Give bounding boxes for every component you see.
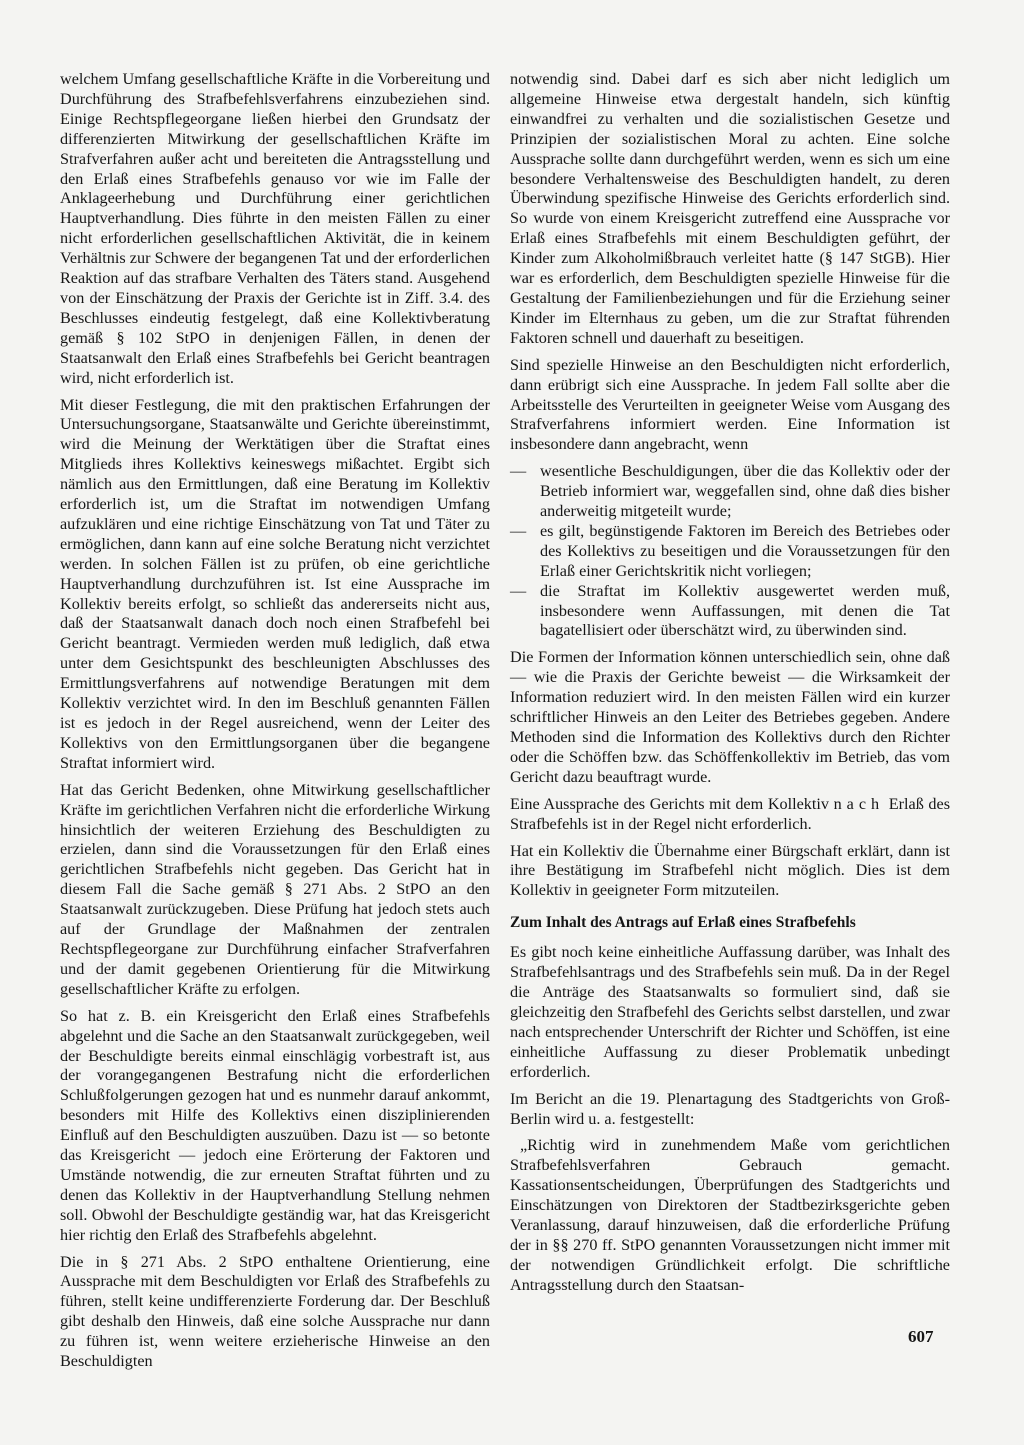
paragraph: Mit dieser Festlegung, die mit den praktischen Erfahrungen der Untersuchungsorgane, Staatsanwälte und Gerichte übereinstimmt, wird die Meinung der Werktätigen über die Straftat eines Mitglieds ihres Kollektivs keineswegs mißachtet. Ergibt sich nämlich aus den Ermittlungen, daß eine Beratung im Kollektiv erforderlich ist, um die Straftat im notwendigen Umfang aufzuklären und eine richtige Einschätzung von Tat und Täter zu ermöglichen, dann kann auf eine solche Beratung nicht verzichtet werden. In solchen Fällen ist zu prüfen, ob eine gerichtliche Hauptverhandlung durchzuführen ist. Ist eine Aussprache im Kollektiv bereits erfolgt, so schließt das andererseits nicht aus, daß der Staatsanwalt danach doch noch einen Strafbefehl bei Gericht beantragt. Vermieden werden muß lediglich, daß etwa unter dem Gesichtspunkt des beschleunigten Abschlusses des Ermittlungsverfahrens auf notwendige Beratungen mit dem Kollektiv verzichtet wird. In den im Beschluß genannten Fällen ist es jedoch in der Regel ausreichend, wenn der Leiter des Kollektivs von den Ermittlungsorganen über die begangene Straftat informiert wird.: [60, 395, 490, 772]
paragraph: Die in § 271 Abs. 2 StPO enthaltene Orientierung, eine Aussprache mit dem Beschuldigten vor Erlaß des Strafbefehls zu führen, stellt keine undifferenzierte Forderung dar. Der Beschluß gibt deshalb den Hinweis, daß eine solche Aussprache nur dann zu führen ist, wenn weitere erzieherische Hinweise an den Beschuldigten: [60, 1252, 490, 1371]
section-heading: Zum Inhalt des Antrags auf Erlaß eines Strafbefehls: [510, 914, 856, 932]
emphasis-spaced: nach: [833, 794, 885, 813]
text-run: Erlaß des Strafbefehls ist in der Regel nicht erforderlich.: [510, 794, 950, 833]
right-column: [510, 70, 950, 1296]
paragraph: Es gibt noch keine einheitliche Auffassung darüber, was Inhalt des Strafbefehlsantrags und des Strafbefehls sein muß. Da in der Regel die Anträge des Staatsanwalts so formuliert sind, daß sie gleichzeitig den Strafbefehl des Gerichts selbst darstellen, und zwar nach entsprechender Unterschrift der Richter und Schöffen, ist eine einheitliche Auffassung zu dieser Problematik unbedingt erforderlich.: [510, 943, 950, 1081]
quote-paragraph: „Richtig wird in zunehmendem Maße vom gerichtlichen Strafbefehlsverfahren Gebrauch gemacht. Kassationsentscheidungen, Überprüfungen des Stadtgerichts und Einschätzungen von Direktoren der Stadtbezirksgerichte geben Veranlassung, darauf hinzuweisen, daß die erforderliche Prüfung der in §§ 270 ff. StPO genannten Voraussetzungen nicht immer mit der notwendigen Gründlichkeit erfolgt. Die schriftliche Antragsstellung durch den Staatsan-: [510, 1136, 950, 1294]
paragraph: notwendig sind. Dabei darf es sich aber nicht lediglich um allgemeine Hinweise etwa dergestalt handeln, sich künftig einwandfrei zu verhalten und die sozialistischen Gesetze und Prinzipien der sozialistischen Moral zu achten. Eine solche Aussprache sollte dann durchgeführt werden, wenn es sich um eine besondere Verhaltensweise des Beschuldigten handelt, zu deren Überwindung spezifische Hinweise des Gerichts erforderlich sind. So wurde von einem Kreisgericht zutreffend eine Aussprache vor Erlaß eines Strafbefehls mit einem Beschuldigten geführt, der Kinder zum Alkoholmißbrauch verleitet hatte (§ 147 StGB). Hier war es erforderlich, dem Beschuldigten spezielle Hinweise für die Gestaltung der Familienbeziehungen und für die Erziehung seiner Kinder im Elternhaus zu geben, um die zur Straftat führenden Faktoren schnell und dauerhaft zu beseitigen.: [510, 70, 950, 347]
paragraph: So hat z. B. ein Kreisgericht den Erlaß eines Strafbefehls abgelehnt und die Sache an den Staatsanwalt zurückgegeben, weil der Beschuldigte bereits einmal einschlägig vorbestraft ist, aus der vorangegangenen Bestrafung nicht die erforderlichen Schlußfolgerungen gezogen hat und es nunmehr darauf ankommt, besonders mit Hilfe des Kollektivs einen disziplinierenden Einfluß auf den Beschuldigten auszuüben. Dazu ist — so betonte das Kreisgericht — jedoch eine Erörterung der Faktoren und Umstände notwendig, die zur erneuten Straftat führten und zu denen das Kollektiv in der Hauptverhandlung Stellung nehmen soll. Obwohl der Beschuldigte geständig war, hat das Kreisgericht hier richtig den Erlaß des Strafbefehls abgelehnt.: [60, 1006, 490, 1244]
page-number: 607: [908, 1327, 934, 1346]
paragraph: Die Formen der Information können unterschiedlich sein, ohne daß — wie die Praxis der Gerichte beweist — die Wirksamkeit der Information reduziert wird. In den meisten Fällen wird ein kurzer schriftlicher Hinweis an den Leiter des Betriebes gegeben. Andere Methoden sind die Information des Kollektivs durch den Richter oder die Schöffen bzw. das Schöffenkollektiv im Betrieb, das vom Gericht dazu beauftragt wurde.: [510, 648, 950, 786]
list-item: — wesentliche Beschuldigungen, über die das Kollektiv oder der Betrieb informiert war, weggefallen sind, ohne daß dies bisher anderweitig mitgeteilt wurde;: [510, 462, 950, 522]
list-item: — die Straftat im Kollektiv ausgewertet werden muß, insbesondere wenn Auffassungen, mit denen die Tat bagatellisiert oder überschätzt wird, zu überwinden sind.: [510, 582, 950, 642]
dash-list: [510, 462, 950, 641]
paragraph: Hat das Gericht Bedenken, ohne Mitwirkung gesellschaftlicher Kräfte im gerichtlichen Verfahren nicht die erforderliche Wirkung hinsichtlich der weiteren Erziehung des Beschuldigten zu erzielen, dann sind die Voraussetzungen für den Erlaß eines gerichtlichen Strafbefehls nicht gegeben. Das Gericht hat in diesem Fall die Sache gemäß § 271 Abs. 2 StPO an den Staatsanwalt zurückzugeben. Diese Prüfung hat jedoch stets auch auf der Grundlage der Maßnahmen der zentralen Rechtspflegeorgane zur Durchführung einfacher Strafverfahren und der damit gegebenen Orientierung für die Mitwirkung gesellschaftlicher Kräfte zu erfolgen.: [60, 780, 490, 998]
left-column: [60, 70, 490, 1372]
paragraph: welchem Umfang gesellschaftliche Kräfte in die Vorbereitung und Durchführung des Strafbefehlsverfahrens einzubeziehen sind. Einige Rechtspflegeorgane ließen hierbei den Grundsatz der differenzierten Mitwirkung der gesellschaftlichen Kräfte im Strafverfahren außer acht und bereiteten die Antragsstellung und den Erlaß eines Strafbefehls genauso vor wie im Falle der Anklageerhebung und Durchführung einer gerichtlichen Hauptverhandlung. Dies führte in den meisten Fällen zu einer nicht erforderlichen gesellschaftlichen Aktivität, die in keinem Verhältnis zur Schwere der begangenen Tat und der erforderlichen Reaktion auf das strafbare Verhalten des Täters stand. Ausgehend von der Einschätzung der Praxis der Gerichte ist in Ziff. 3.4. des Beschlusses eindeutig festgelegt, daß eine Kollektivberatung gemäß § 102 StPO in denjenigen Fällen, in denen der Staatsanwalt den Erlaß eines Strafbefehls bei Gericht beantragen wird, nicht erforderlich ist.: [60, 70, 490, 387]
paragraph: Im Bericht an die 19. Plenartagung des Stadtgerichts von Groß-Berlin wird u. a. festgestellt:: [510, 1089, 950, 1128]
paragraph: Hat ein Kollektiv die Übernahme einer Bürgschaft erklärt, dann ist ihre Bestätigung im Strafbefehl nicht möglich. Dies ist dem Kollektiv in geeigneter Form mitzuteilen.: [510, 841, 950, 900]
text-run: Eine Aussprache des Gerichts mit dem Kollektiv: [510, 794, 834, 813]
paragraph: Sind spezielle Hinweise an den Beschuldigten nicht erforderlich, dann erübrigt sich eine Aussprache. In jedem Fall sollte aber die Arbeitsstelle des Verurteilten in geeigneter Weise vom Ausgang des Strafverfahrens informiert werden. Eine Information ist insbesondere dann angebracht, wenn: [510, 355, 950, 454]
paragraph: [510, 795, 950, 835]
list-item: — es gilt, begünstigende Faktoren im Bereich des Betriebes oder des Kollektivs zu beseitigen und die Voraussetzungen für den Erlaß einer Gerichtskritik nicht vorliegen;: [510, 522, 950, 582]
